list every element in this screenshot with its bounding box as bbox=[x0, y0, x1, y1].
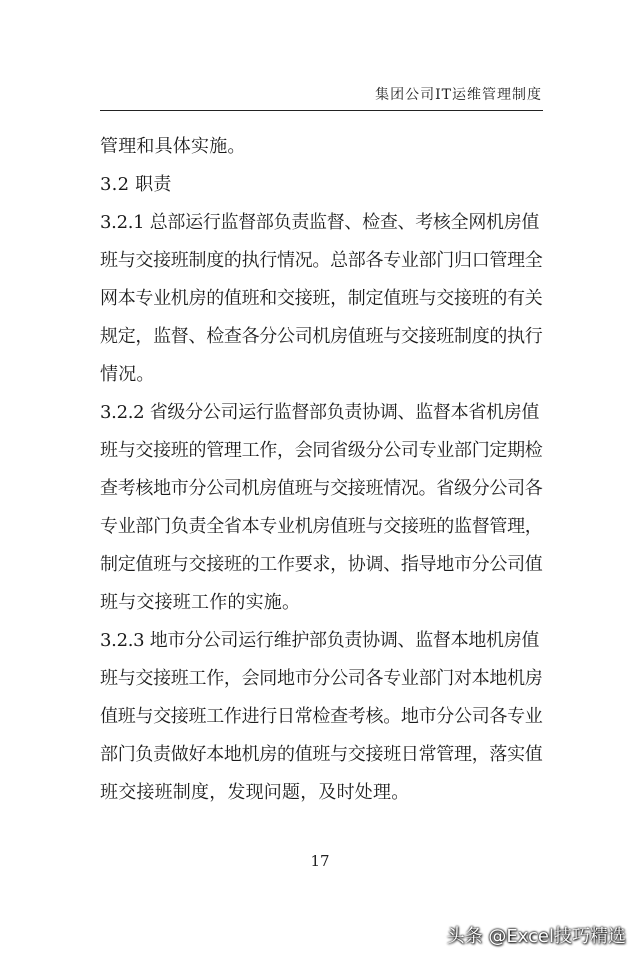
text-line: 制定值班与交接班的工作要求，协调、指导地市分公司值 bbox=[100, 554, 543, 575]
running-header: 集团公司IT运维管理制度 bbox=[375, 87, 542, 103]
text-line: 值班与交接班工作进行日常检查考核。地市分公司各专业 bbox=[100, 706, 543, 727]
body-text bbox=[100, 128, 546, 812]
text-line: 3.2.3 地市分公司运行维护部负责协调、监督本地机房值 bbox=[100, 630, 540, 651]
text-line: 规定，监督、检查各分公司机房值班与交接班制度的执行 bbox=[100, 326, 543, 347]
text-line: 班与交接班工作的实施。 bbox=[100, 592, 301, 613]
text-line: 班交接班制度，发现问题，及时处理。 bbox=[100, 782, 410, 803]
text-line: 部门负责做好本地机房的值班与交接班日常管理，落实值 bbox=[100, 744, 543, 765]
section-heading: 3.2 职责 bbox=[100, 174, 172, 195]
text-line: 管理和具体实施。 bbox=[100, 136, 246, 157]
watermark: 头条 @Excel技巧精选 bbox=[446, 926, 626, 947]
text-line: 3.2.1 总部运行监督部负责监督、检查、考核全网机房值 bbox=[100, 212, 540, 233]
text-line: 网本专业机房的值班和交接班，制定值班与交接班的有关 bbox=[100, 288, 543, 309]
text-line: 专业部门负责全省本专业机房值班与交接班的监督管理， bbox=[100, 516, 543, 537]
text-line: 班与交接班的管理工作，会同省级分公司专业部门定期检 bbox=[100, 440, 543, 461]
text-line: 查考核地市分公司机房值班与交接班情况。省级分公司各 bbox=[100, 478, 543, 499]
text-line: 班与交接班工作，会同地市分公司各专业部门对本地机房 bbox=[100, 668, 543, 689]
header-rule bbox=[100, 110, 543, 111]
text-line: 情况。 bbox=[100, 364, 155, 385]
page-number: 17 bbox=[310, 852, 330, 870]
text-line: 班与交接班制度的执行情况。总部各专业部门归口管理全 bbox=[100, 250, 543, 271]
text-line: 3.2.2 省级分公司运行监督部负责协调、监督本省机房值 bbox=[100, 402, 540, 423]
